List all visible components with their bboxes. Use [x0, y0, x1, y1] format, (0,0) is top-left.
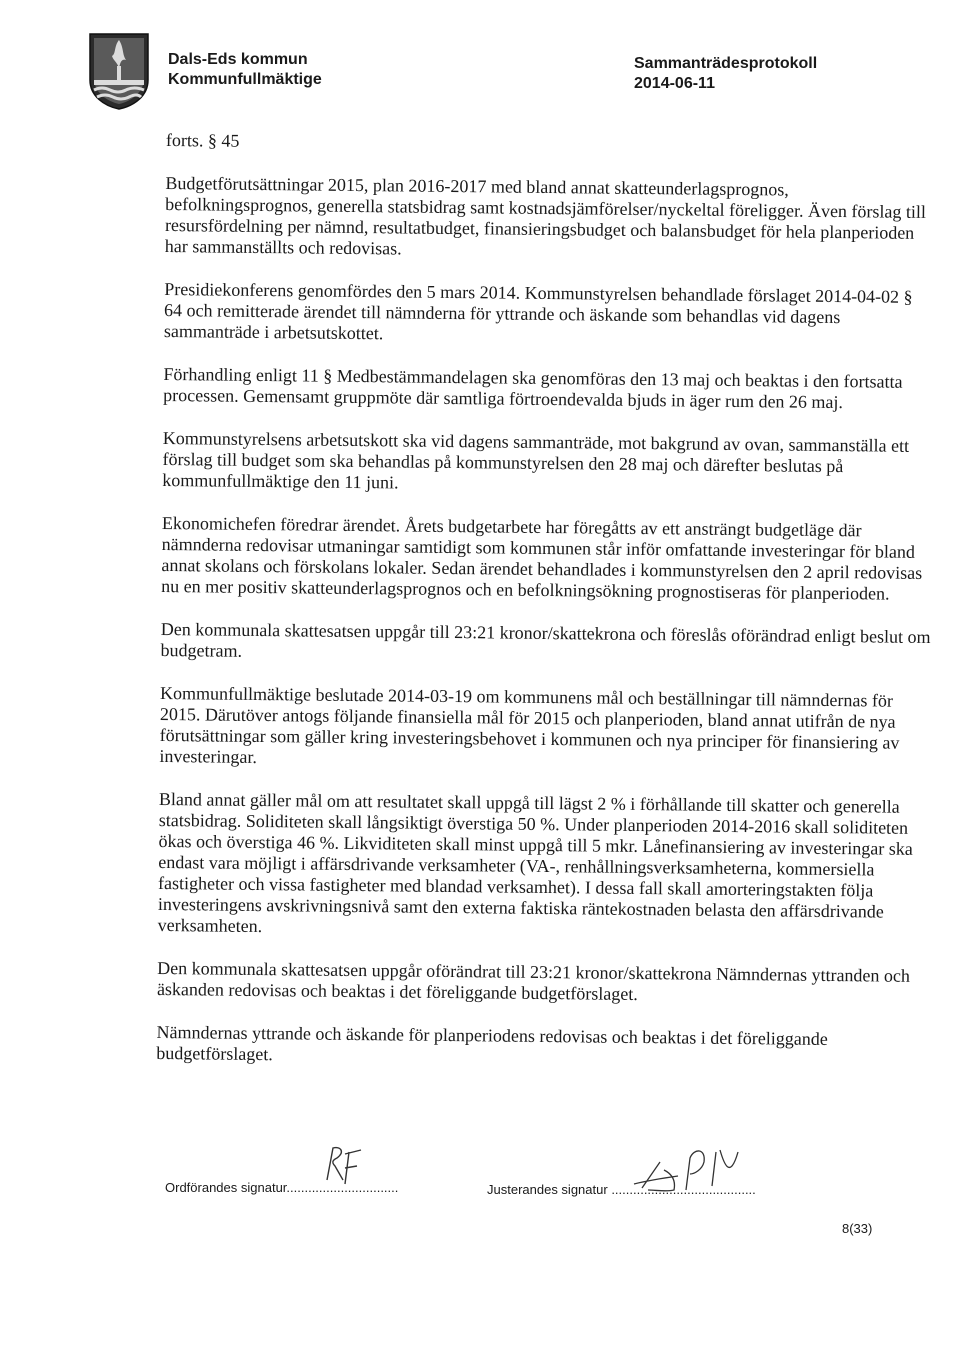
adjuster-signature-label: Justerandes signatur — [487, 1182, 608, 1197]
section-continuation: forts. § 45 — [165, 130, 240, 151]
signature-row — [165, 1140, 865, 1210]
paragraph: Förhandling enligt 11 § Medbestämmandelagen ska genomföras den 13 maj och beaktas i den fortsatta processen. Gemensamt gruppmöte där samtliga förtroendevalda bjuds in äger rum den 26 maj. — [163, 363, 903, 413]
document-header — [0, 0, 960, 110]
paragraph: Nämndernas yttrande och äskande för planperiodens redovisas och beaktas i det föreliggande budgetförslaget. — [156, 1021, 828, 1065]
paragraph: Den kommunala skattesatsen uppgår oförändrat till 23:21 kronor/skattekrona Nämndernas yttranden och äskanden redovisas och beaktas i det föreliggande budgetförslaget. — [156, 957, 911, 1004]
document-date: 2014-06-11 — [634, 75, 715, 92]
chair-signature-field — [165, 1180, 398, 1195]
organization-name: Dals-Eds kommun — [168, 51, 308, 68]
organization-block — [168, 50, 322, 90]
chair-signature-line: ............................... — [286, 1180, 399, 1195]
paragraph: Ekonomichefen föredrar ärendet. Årets budgetarbete har föregåtts av ett ansträngt budgetläge där nämnderna redovisar utmaningar samtidigt som kommunen står inför omfattande investeringar för bland annat skolans och förskolans lokaler. Sedan ärendet behandlades i kommunstyrelsen den 2 april redovisas nu en mer positiv skatteunderlagsprognos och en befolkningsökning prognostiseras för planperioden. — [161, 512, 923, 604]
paragraph: Kommunstyrelsens arbetsutskott ska vid dagens sammanträde, mot bakgrund av ovan, sammanställa ett förslag till budget som ska behandlas på kommunstyrelsen den 28 maj och därefter beslutas på kommunfullmäktige den 11 juni. — [162, 427, 910, 493]
adjuster-signature-line: ........................................ — [611, 1182, 756, 1197]
paragraph: Presidiekonferens genomfördes den 5 mars 2014. Kommunstyrelsen behandlade förslaget 2014-04-02 § 64 och remitterade ärendet till nämnderna för yttrande och äskande som behandlas vid dagens sammanträde i arbetsutskottet. — [163, 278, 913, 344]
organization-body: Kommunfullmäktige — [168, 71, 322, 88]
adjuster-signature-field — [487, 1182, 756, 1197]
paragraph: Bland annat gäller mål om att resultatet skall uppgå till lägst 2 % i förhållande till skatter och generella statsbidrag. Soliditeten skall långsiktigt överstiga 50 %. Under planperioden 2014-2016 skall soliditeten ökas och överstiga 46 %. Likviditeten skall minst uppgå till 5 mkr. Lånefinansiering av investeringar ska endast vara möjligt i affärsdrivande verksamheter (VA-, renhållningsverksamheterna, kommersiella fastigheter och vissa fastigheter med blandad verksamhet). I dessa fall skall amorteringstakten följa investeringens avskrivningsnivå samt den externa faktiska räntekostnaden belasta den affärsdrivande verksamheten. — [157, 788, 913, 937]
paragraph: Kommunfullmäktige beslutade 2014-03-19 om kommunens mål och beställningar till nämndernas för 2015. Därutöver antogs följande finansiella mål för 2015 och planperioden, bland annat utifrån de nya förutsättningar som gäller kring investeringsbehovet i kommunen och nya principer för finansiering av investeringar. — [159, 682, 900, 767]
municipal-coat-of-arms-icon — [88, 32, 150, 110]
document-type: Sammanträdesprotokoll — [634, 55, 818, 72]
page-number: 8(33) — [842, 1221, 873, 1236]
paragraph: Den kommunala skattesatsen uppgår till 23:21 kronor/skattekrona och föreslås oförändrad enligt beslut om budgetram. — [160, 618, 931, 661]
protocol-body — [156, 130, 936, 1094]
paragraph: Budgetförutsättningar 2015, plan 2016-2017 med bland annat skatteunderlagsprognos, befolkningsprognos, generella statsbidrag samt kostnadsjämförelser/nyckeltal föreligger. Även förslag till resursfördelning per nämnd, resultatbudget, finansieringsbudget och balansbudget för hela planperioden har sammanställts och redovisas. — [164, 172, 927, 259]
document-info — [634, 54, 817, 94]
chair-signature-label: Ordförandes signatur — [165, 1180, 287, 1195]
